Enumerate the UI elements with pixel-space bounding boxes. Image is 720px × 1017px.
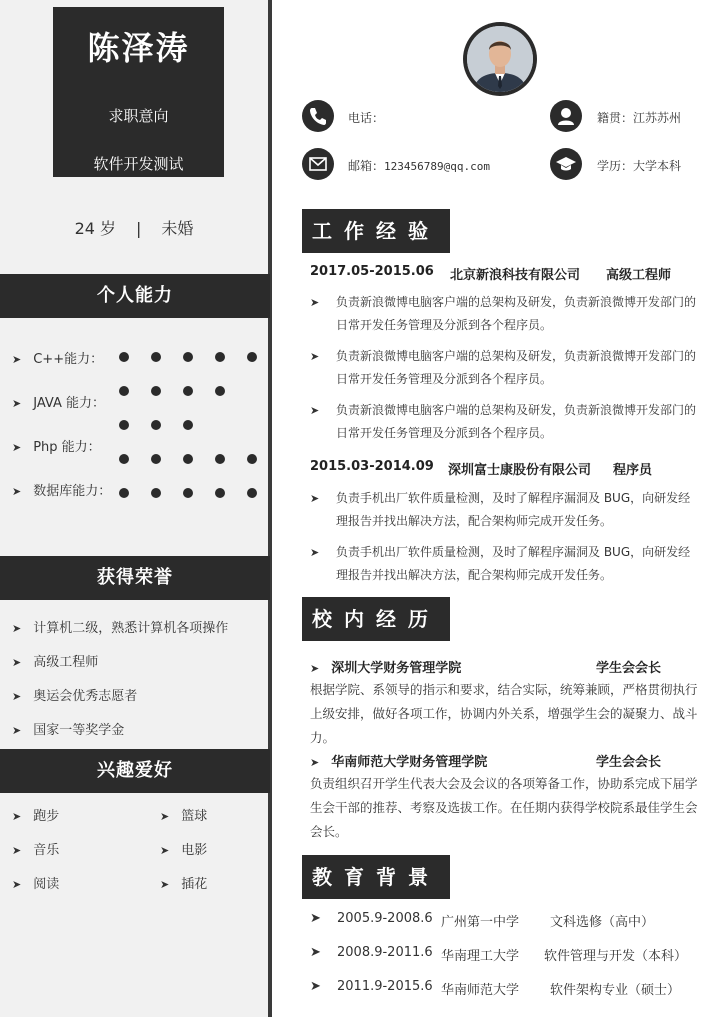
hobby-item: ➤ 篮球 (160, 809, 208, 824)
arrow-bullet-icon: ➤ (310, 662, 320, 675)
skill-dot (183, 454, 193, 464)
skill-dot (183, 488, 193, 498)
hobby-item: ➤ 阅读 (12, 877, 60, 892)
edu-major: 软件架构专业（硕士） (550, 983, 681, 998)
skill-dot (151, 488, 161, 498)
campus-org: 深圳大学财务管理学院 (331, 661, 462, 676)
marital-status: 未婚 (161, 219, 194, 238)
honor-item: ➤ 高级工程师 (12, 655, 99, 670)
job-period: 2017.05-2015.06 (310, 264, 434, 279)
hobby-item: ➤ 电影 (160, 843, 208, 858)
education-field: 学历：大学本科 (597, 159, 682, 173)
envelope-icon (302, 148, 334, 180)
avatar (467, 26, 533, 92)
job-position: 高级工程师 (606, 268, 672, 283)
edu-school: 华南师范大学 (441, 983, 520, 998)
job-intention-label: 求职意向 (108, 107, 169, 125)
arrow-bullet-icon: ➤ (12, 844, 22, 857)
age: 24 岁 (74, 219, 117, 238)
arrow-bullet-icon: ➤ (12, 724, 22, 737)
skill-dot (151, 420, 161, 430)
arrow-bullet-icon: ➤ (12, 690, 22, 703)
arrow-bullet-icon: ➤ (310, 756, 320, 769)
name-card (53, 7, 224, 177)
skill-dot (151, 386, 161, 396)
skill-dot (215, 352, 225, 362)
arrow-bullet-icon: ➤ (160, 878, 170, 891)
arrow-bullet-icon: ➤ (310, 296, 320, 309)
email-field: 邮箱：123456789@qq.com (348, 159, 490, 173)
skill-cpp: ➤ C++能力： (12, 352, 104, 367)
skill-dot (247, 352, 257, 362)
campus-org: 华南师范大学财务管理学院 (331, 755, 488, 770)
job-duty: ➤ 负责新浪微博电脑客户端的总架构及研发，负责新浪微博开发部门的日常开发任务管理及分派到各个程序员。 (310, 399, 702, 445)
arrow-bullet-icon: ➤ (12, 878, 22, 891)
phone-icon (302, 100, 334, 132)
skill-database: ➤ 数据库能力： (12, 484, 112, 499)
person-portrait-icon (467, 26, 533, 92)
skill-dot (247, 454, 257, 464)
honor-item: ➤ 计算机二级，熟悉计算机各项操作 (12, 621, 229, 636)
skill-dot (247, 488, 257, 498)
arrow-bullet-icon: ➤ (310, 492, 320, 505)
arrow-bullet-icon: ➤ (310, 945, 321, 960)
edu-period: 2008.9-2011.6 (337, 945, 433, 960)
job-company: 北京新浪科技有限公司 (450, 268, 581, 283)
skill-dot (215, 454, 225, 464)
skill-php: ➤ Php 能力： (12, 440, 101, 455)
honors-heading: 获得荣誉 (0, 556, 270, 600)
campus-heading: 校内经历 (302, 597, 450, 641)
work-heading: 工作经验 (302, 209, 450, 253)
skills-heading: 个人能力 (0, 274, 270, 318)
candidate-name: 陈泽涛 (87, 29, 190, 67)
profile-photo (463, 22, 537, 96)
skill-dot (151, 352, 161, 362)
arrow-bullet-icon: ➤ (310, 546, 320, 559)
hobbies-heading: 兴趣爱好 (0, 749, 270, 793)
job-duty: ➤ 负责新浪微博电脑客户端的总架构及研发，负责新浪微博开发部门的日常开发任务管理及分派到各个程序员。 (310, 291, 702, 337)
skill-dot (183, 420, 193, 430)
campus-desc: 根据学院、系领导的指示和要求，结合实际，统筹兼顾，严格贯彻执行上级安排，做好各项工作，协调内外关系，增强学生会的凝聚力、战斗力。 (310, 682, 698, 745)
arrow-bullet-icon: ➤ (12, 397, 22, 410)
skill-dot (119, 420, 129, 430)
edu-major: 文科选修（高中） (550, 915, 655, 930)
arrow-bullet-icon: ➤ (310, 350, 320, 363)
arrow-bullet-icon: ➤ (160, 810, 170, 823)
arrow-bullet-icon: ➤ (310, 911, 321, 926)
graduation-cap-icon (550, 148, 582, 180)
skill-dot (119, 454, 129, 464)
age-separator: | (136, 219, 142, 238)
job-intention-value: 软件开发测试 (93, 155, 184, 173)
job-duty: ➤ 负责手机出厂软件质量检测，及时了解程序漏洞及 BUG，向研发经理报告并找出解决方法，配合架构师完成开发任务。 (310, 541, 702, 587)
skill-dot (183, 386, 193, 396)
job-position: 程序员 (613, 463, 653, 478)
campus-desc: 负责组织召开学生代表大会及会议的各项筹备工作，协助系完成下届学生会干部的推荐、考察及选拔工作。在任期内获得学校院系最佳学生会会长。 (310, 776, 698, 839)
honor-item: ➤ 国家一等奖学金 (12, 723, 125, 738)
hobby-item: ➤ 跑步 (12, 809, 60, 824)
campus-role: 学生会会长 (596, 661, 662, 676)
age-marital-row (0, 216, 268, 239)
person-icon (550, 100, 582, 132)
edu-period: 2011.9-2015.6 (337, 979, 433, 994)
skill-dot (151, 454, 161, 464)
arrow-bullet-icon: ➤ (12, 622, 22, 635)
skill-dot (215, 488, 225, 498)
column-divider (268, 0, 272, 1017)
campus-org-line (310, 751, 702, 770)
skill-dot (183, 352, 193, 362)
hometown-field: 籍贯：江苏苏州 (597, 111, 682, 125)
arrow-bullet-icon: ➤ (160, 844, 170, 857)
skill-dot (119, 488, 129, 498)
campus-org-line (310, 657, 702, 676)
arrow-bullet-icon: ➤ (310, 404, 320, 417)
edu-major: 软件管理与开发（本科） (544, 949, 688, 964)
skill-dot (119, 386, 129, 396)
arrow-bullet-icon: ➤ (12, 485, 22, 498)
edu-period: 2005.9-2008.6 (337, 911, 433, 926)
arrow-bullet-icon: ➤ (12, 441, 22, 454)
arrow-bullet-icon: ➤ (12, 810, 22, 823)
hobby-item: ➤ 插花 (160, 877, 208, 892)
arrow-bullet-icon: ➤ (12, 353, 22, 366)
job-period: 2015.03-2014.09 (310, 459, 434, 474)
edu-school: 广州第一中学 (441, 915, 520, 930)
education-heading: 教育背景 (302, 855, 450, 899)
job-duty: ➤ 负责新浪微博电脑客户端的总架构及研发，负责新浪微博开发部门的日常开发任务管理及分派到各个程序员。 (310, 345, 702, 391)
arrow-bullet-icon: ➤ (310, 979, 321, 994)
phone-label: 电话： (348, 111, 385, 125)
edu-school: 华南理工大学 (441, 949, 520, 964)
skill-dot (215, 386, 225, 396)
skill-java: ➤ JAVA 能力： (12, 396, 105, 411)
honor-item: ➤ 奥运会优秀志愿者 (12, 689, 138, 704)
skill-dot (119, 352, 129, 362)
job-duty: ➤ 负责手机出厂软件质量检测，及时了解程序漏洞及 BUG，向研发经理报告并找出解决方法，配合架构师完成开发任务。 (310, 487, 702, 533)
arrow-bullet-icon: ➤ (12, 656, 22, 669)
campus-role: 学生会会长 (596, 755, 662, 770)
job-company: 深圳富士康股份有限公司 (448, 463, 592, 478)
hobby-item: ➤ 音乐 (12, 843, 60, 858)
